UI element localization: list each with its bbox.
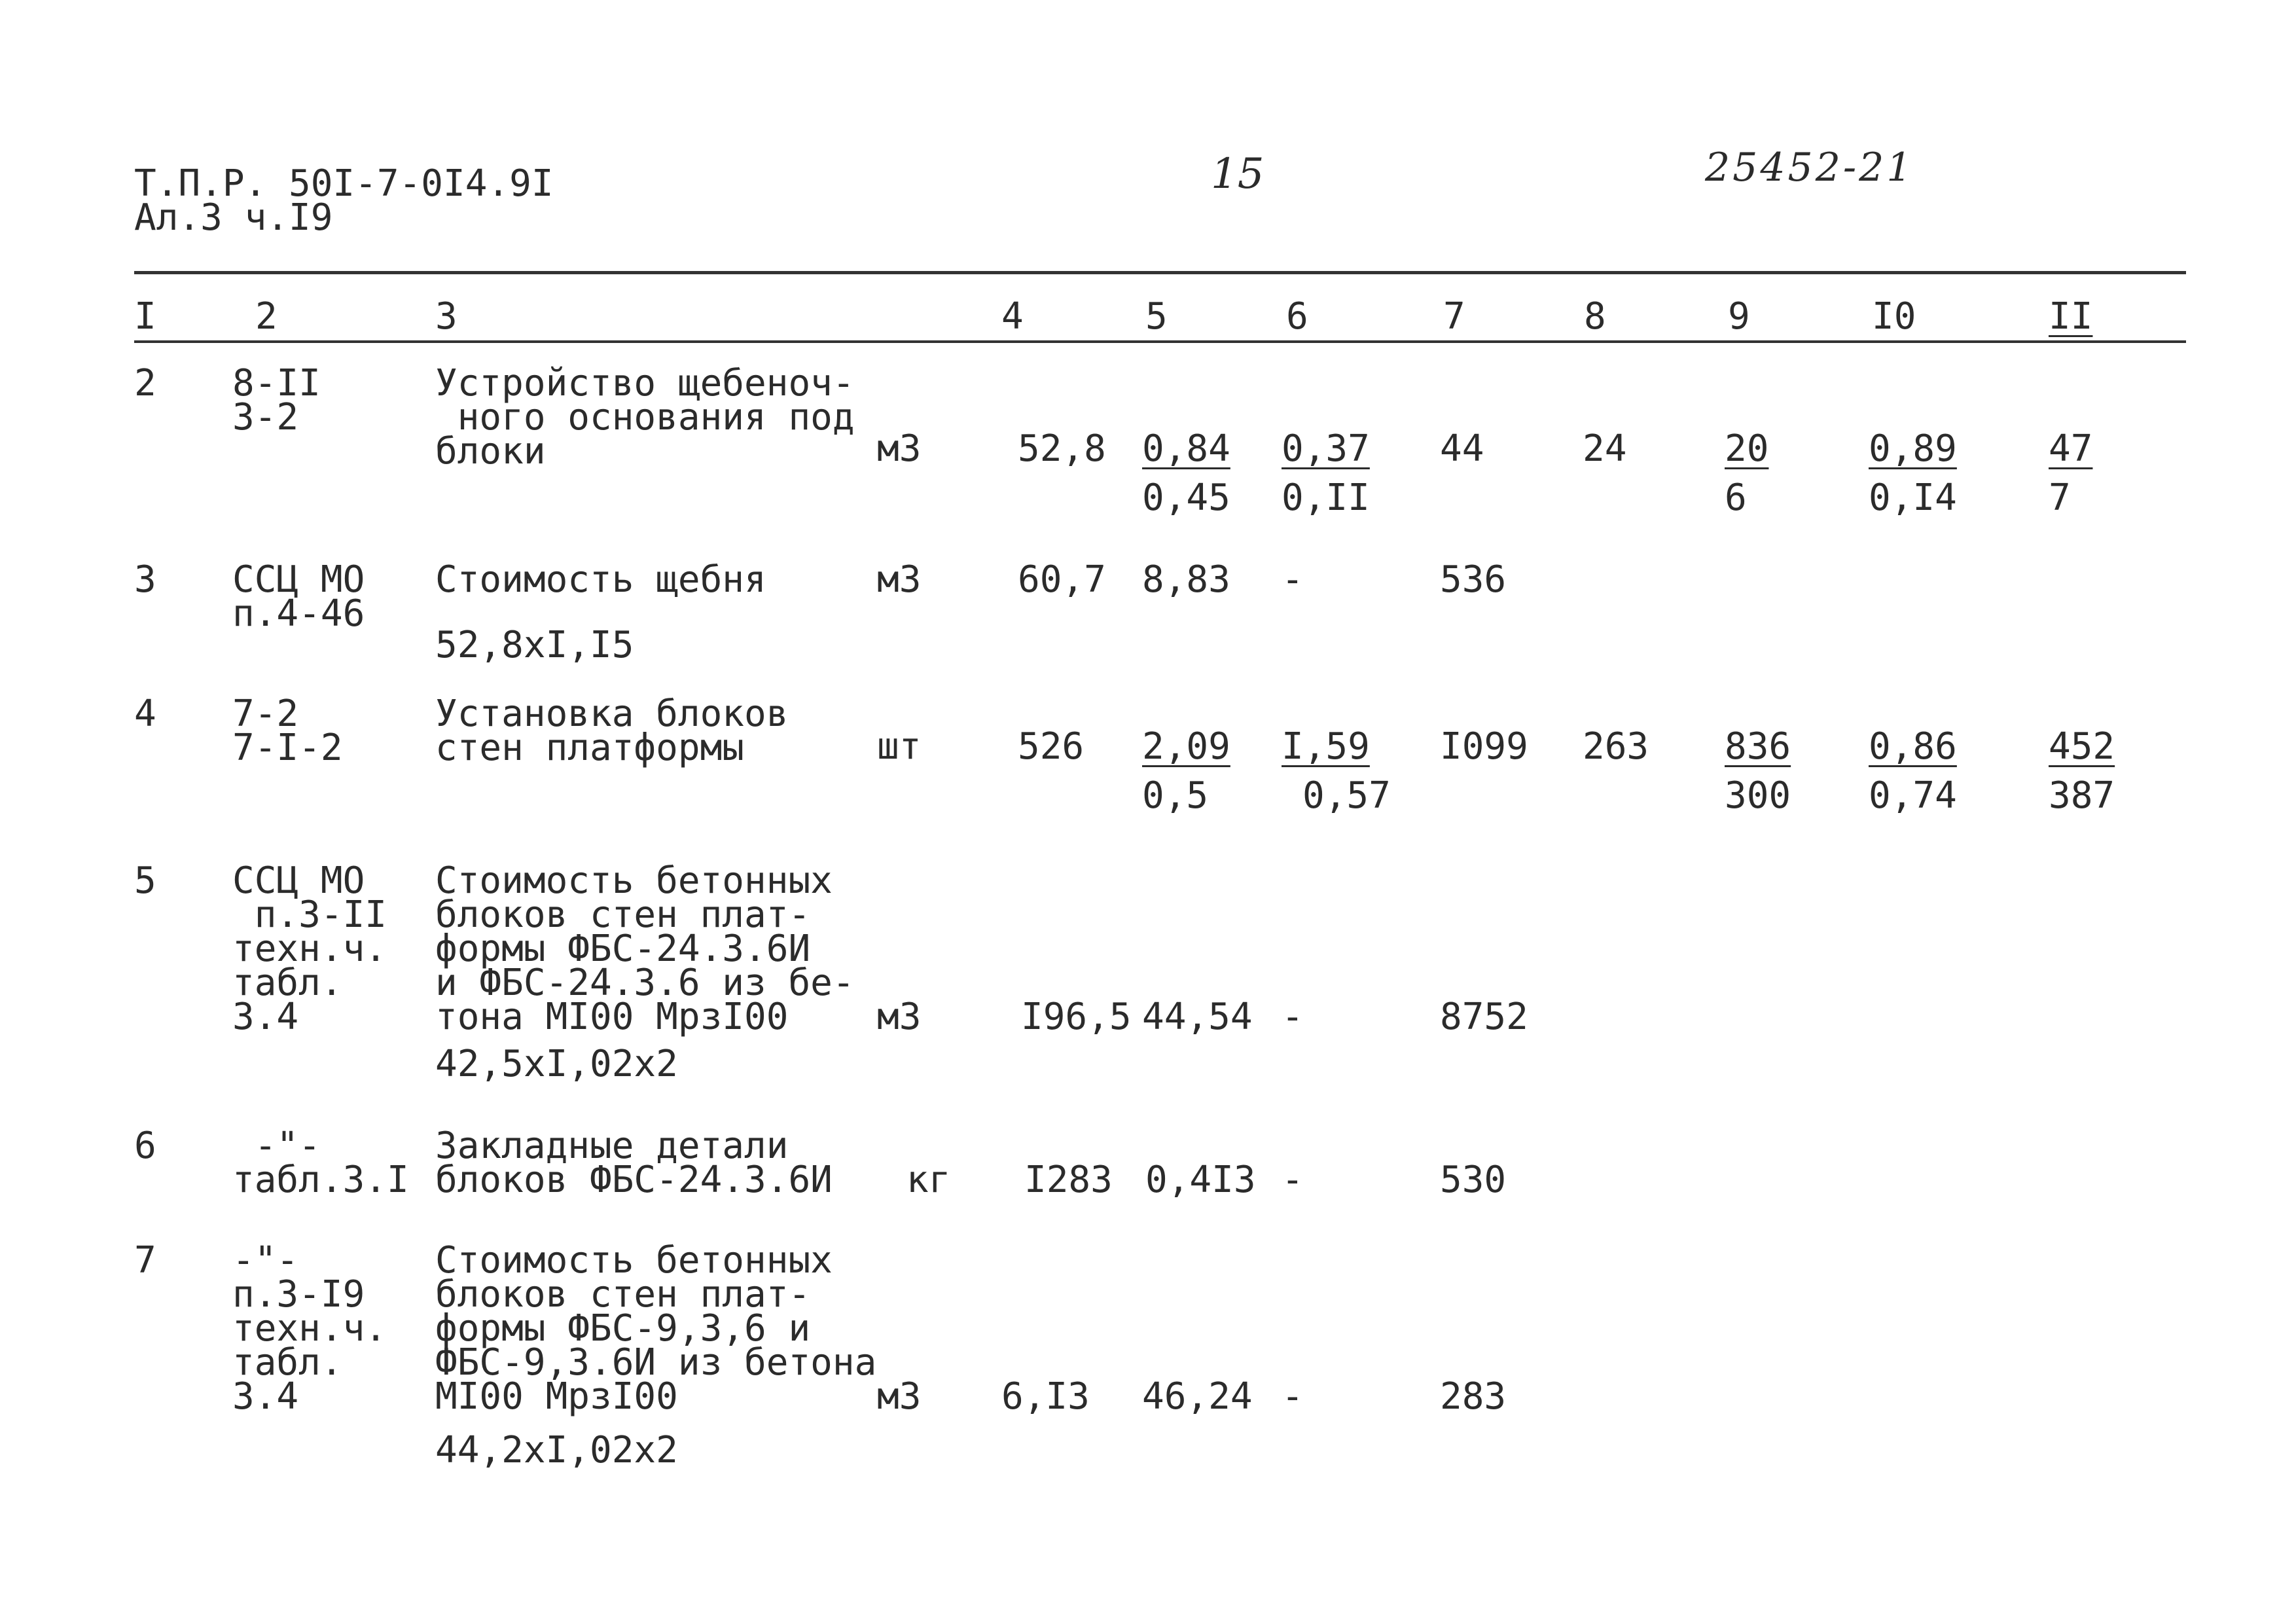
- row-3-c5: 8,83: [1142, 558, 1230, 601]
- row-4-c5b: 0,5: [1142, 774, 1209, 817]
- col-header-10: I0: [1872, 295, 1916, 338]
- row-4-c6b: 0,57: [1302, 774, 1391, 817]
- row-6-c5: 0,4I3: [1145, 1159, 1256, 1201]
- row-4-c7: I099: [1440, 725, 1528, 768]
- row-4-c10: 0,86: [1869, 725, 1957, 768]
- row-7-desc: Стоимость бетонных блоков стен плат- формы ФБС-9,3,6 и ФБС-9,3.6И из бетона МI00 МрзI00: [435, 1239, 877, 1418]
- col-header-2: 2: [255, 295, 278, 338]
- row-4-c10b: 0,74: [1869, 774, 1957, 817]
- row-4-c6: I,59: [1282, 725, 1370, 768]
- row-6-desc: Закладные детали блоков ФБС-24.3.6И: [435, 1125, 833, 1201]
- row-2-ref: 8-II 3-2: [232, 362, 321, 439]
- row-3-unit: м3: [877, 558, 922, 601]
- row-2-num: 2: [134, 362, 156, 405]
- row-5-qty: I96,5: [1021, 996, 1132, 1038]
- row-2-c6: 0,37: [1282, 427, 1370, 470]
- col-header-3: 3: [435, 295, 457, 338]
- document-code: [134, 162, 554, 239]
- col-header-6: 6: [1286, 295, 1308, 338]
- col-header-8: 8: [1584, 295, 1606, 338]
- row-7-calc: 44,2xI,02x2: [435, 1429, 678, 1471]
- row-5-num: 5: [134, 859, 156, 902]
- row-2-c8: 24: [1583, 427, 1627, 470]
- row-5-c6: -: [1282, 996, 1304, 1038]
- row-3-c7: 536: [1440, 558, 1507, 601]
- row-6-c6: -: [1282, 1159, 1304, 1201]
- row-5-c7: 8752: [1440, 996, 1528, 1038]
- row-4-c5: 2,09: [1142, 725, 1230, 768]
- col-header-1: I: [134, 295, 156, 338]
- row-7-unit: м3: [877, 1375, 922, 1418]
- row-7-c6: -: [1282, 1375, 1304, 1418]
- row-4-ref: 7-2 7-I-2: [232, 693, 343, 769]
- row-2-unit: м3: [877, 427, 922, 470]
- row-2-c10b: 0,I4: [1869, 477, 1957, 519]
- row-2-c7: 44: [1440, 427, 1484, 470]
- col-header-9: 9: [1728, 295, 1750, 338]
- row-7-c7: 283: [1440, 1375, 1507, 1418]
- top-rule: [134, 271, 2186, 274]
- row-5-calc: 42,5xI,02x2: [435, 1043, 678, 1085]
- row-3-qty: 60,7: [1018, 558, 1106, 601]
- row-3-num: 3: [134, 558, 156, 601]
- row-4-num: 4: [134, 693, 156, 735]
- col-header-11: II: [2049, 295, 2093, 338]
- row-2-c11: 47: [2049, 427, 2093, 470]
- row-4-c11: 452: [2049, 725, 2115, 768]
- row-4-qty: 526: [1018, 725, 1085, 768]
- row-4-c11b: 387: [2049, 774, 2115, 817]
- row-3-desc: Стоимость щебня: [435, 558, 766, 601]
- header-rule: [134, 340, 2186, 343]
- row-6-qty: I283: [1024, 1159, 1113, 1201]
- row-2-qty: 52,8: [1018, 427, 1106, 470]
- page-number: 15: [1211, 150, 1265, 198]
- row-2-c9b: 6: [1725, 477, 1747, 519]
- row-5-desc: Стоимость бетонных блоков стен плат- формы ФБС-24.3.6И и ФБС-24.3.6 из бе- тона МI00 МрзI00: [435, 859, 855, 1038]
- col-header-5: 5: [1145, 295, 1168, 338]
- row-7-c5: 46,24: [1142, 1375, 1253, 1418]
- document-number: 25452-21: [1705, 145, 1914, 190]
- row-2-desc: Устройство щебеноч- ного основания под блоки: [435, 362, 855, 473]
- row-6-ref: -"- табл.3.I: [232, 1125, 409, 1201]
- row-6-num: 6: [134, 1125, 156, 1167]
- album-text: Ал.3 ч.I9: [134, 196, 333, 239]
- row-6-unit: кг: [906, 1159, 951, 1201]
- row-2-c10: 0,89: [1869, 427, 1957, 470]
- row-7-qty: 6,I3: [1001, 1375, 1090, 1418]
- row-7-num: 7: [134, 1239, 156, 1282]
- row-4-desc: Установка блоков стен платформы: [435, 693, 789, 769]
- row-5-c5: 44,54: [1142, 996, 1253, 1038]
- row-4-c8: 263: [1583, 725, 1649, 768]
- row-4-c9: 836: [1725, 725, 1791, 768]
- row-2-c5b: 0,45: [1142, 477, 1230, 519]
- row-5-ref: ССЦ МО п.3-II техн.ч. табл. 3.4: [232, 859, 387, 1038]
- col-header-4: 4: [1001, 295, 1024, 338]
- row-4-c9b: 300: [1725, 774, 1791, 817]
- row-7-ref: -"- п.3-I9 техн.ч. табл. 3.4: [232, 1239, 387, 1418]
- row-3-ref: ССЦ МО п.4-46: [232, 558, 365, 635]
- row-3-calc: 52,8xI,I5: [435, 624, 634, 666]
- row-5-unit: м3: [877, 996, 922, 1038]
- row-6-c7: 530: [1440, 1159, 1507, 1201]
- col-header-7: 7: [1443, 295, 1465, 338]
- document-code-text: Т.П.Р. 50I-7-0I4.9I: [134, 162, 554, 205]
- row-4-unit: шт: [877, 725, 922, 768]
- row-2-c9: 20: [1725, 427, 1769, 470]
- row-3-c6: -: [1282, 558, 1304, 601]
- row-2-c5: 0,84: [1142, 427, 1230, 470]
- row-2-c11b: 7: [2049, 477, 2071, 519]
- row-2-c6b: 0,II: [1282, 477, 1370, 519]
